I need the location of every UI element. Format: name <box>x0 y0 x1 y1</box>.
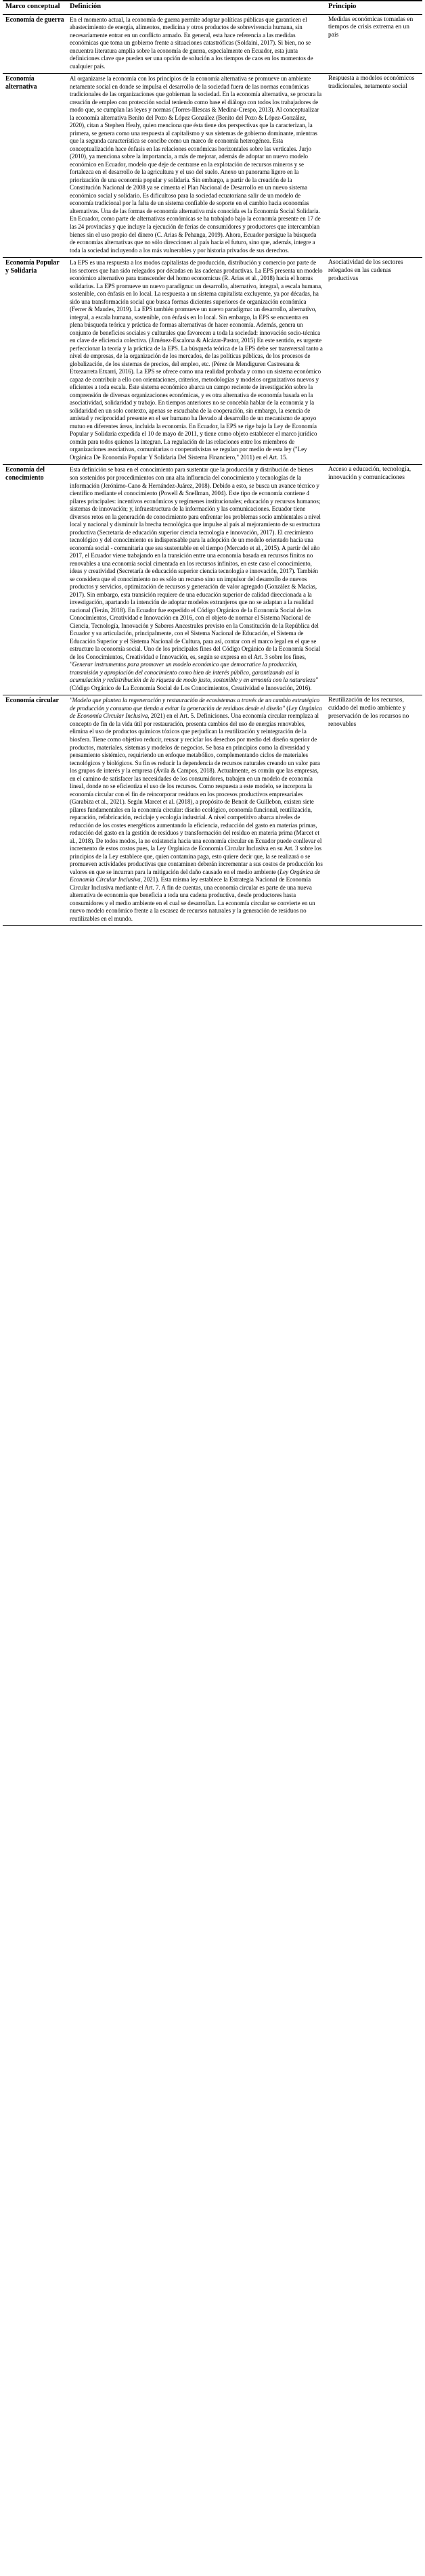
principle-cell: Medidas económicas tomadas en tiempos de crisis extrema en un país <box>326 14 422 74</box>
citation-law-name: Ley Orgánica de Economía Circular Inclusiva <box>70 704 322 720</box>
header-principle: Principio <box>326 1 422 14</box>
table-header-row <box>3 1 422 14</box>
definition-cell <box>67 695 326 926</box>
definition-cell: La EPS es una respuesta a los modos capitalistas de producción, distribución y comercio por parte de los sectores que han sido relegados por décadas en las cadenas productivas. La EPS presenta un modelo económico alternativo para transcender del homo economicus (R. Arias et al., 2018) hacia el homus solidarius. La EPS promueve un nuevo paradigma: un desarrollo, alternativo, integral, a escala humana, sostenible, con énfasis en lo local. La respuesta a un sistema capitalista excluyente, ya por décadas, ha sido una transformación social que busca formas dicientes superiores de organización económica (Ferrer & Maudes, 2019). La EPS también promueve un nuevo paradigma: un desarrollo, alternativo, integral, a escala humana, sostenible, con énfasis en lo local. Sin embargo, la EPS se encuentra en plena búsqueda teórica y práctica de formas alternativas de hacer economía. Además, genera un conjunto de beneficios sociales y culturales que favorecen a toda la sociedad: innovación socio-técnica en clave de eficiencia colectiva. (Jiménez-Escalona & Alcázar-Pastor, 2015) En este sentido, es urgente perfeccionar la teoría y la práctica de la EPS. La búsqueda teórica de la EPS debe ser transversal tanto a nivel de empresas, de la organización de los mercados, de las políticas públicas, de los procesos de globalización, de los sistemas de precios, del empleo, etc. (Pérez de Mendiguren Castresana & Etxezarreta Etxarri, 2016). La EPS se ofrece como una realidad probada y como un sistema económico capaz de contribuir a ello con orientaciones, criterios, metodologías y modelos organizativos nuevos y eficientes a toda escala. Este sistema económico abarca un campo reciente de investigación sobre la comprensión de diversas organizaciones económicas, y es otra alternativa de economía basada en la asociatividad, solidaridad y trabajo. En tiempos anteriores no se concebía hablar de la economía y la solidaridad en un solo contexto, apenas se escuchaba de la cooperación, sin embargo, la esencia de amistad y reciprocidad presente en el ser humano ha llevado al desarrollo de un mecanismo de apoyo mutuo en diferentes áreas, incluida la economía. En Ecuador, la EPS se rige bajo la Ley de Economía Popular y Solidaria expedida el 10 de mayo de 2011, y tiene como objeto establecer el marco jurídico común para todos quienes la integran. La regulación de las relaciones entre los miembros de organizaciones asociativas, comunitarias o cooperativistas se regulan por medio de esta ley ("Ley Orgánica De Economía Popular Y Solidaria Del Sistema Financiero," 2011) en el Art. 15. <box>67 258 326 465</box>
document-page <box>0 0 425 930</box>
principle-cell: Respuesta a modelos económicos tradicionales, netamente social <box>326 74 422 258</box>
table-row-economia-alternativa <box>3 74 422 258</box>
definition-quote: "Modelo que plantea la regeneración y restauración de ecosistemas a través de un cambio estratégico de producción y consumo que tienda a evitar la generación de residuos desde el diseño" <box>70 697 320 712</box>
definition-cell <box>67 465 326 695</box>
definition-cell: Al organizarse la economía con los principios de la economía alternativa se promueve un ambiente netamente social en donde se impulsa el desarrollo de la sociedad fuera de las normas económicas tradicionales de las organizaciones que gobiernan la sociedad. En la economía alternativa, se procura la creación de empleo con protección social teniendo como base el diálogo con todos los trabajadores de modo que, se cumplan las leyes y normas (Torres-Illescas & Medina-Crespo, 2013). Al conceptualizar la economía alternativa Benito del Pozo & López González (Benito del Pozo & López-González, 2020), citan a Stephen Healy, quien menciona que ésta tiene dos perspectivas que la caracterizan, la primera, se genera como una respuesta al capitalismo y sus sistemas de gobierno dominante, mientras que la segunda característica se concibe como un marco de economía heterogénea. Esta conceptualización hace énfasis en las relaciones económicas horizontales sobre las verticales. Jurjo (2010), ya menciona sobre la importancia, a más de mejorar, además de adoptar un nuevo modelo económico en Ecuador, modelo que deje de centrarse en la explotación de recursos mineros y se fortalezca en el desarrollo de la agricultura y el uso del suelo. Anexo un panorama ligero en la priorización de una economía popular y solidaria. Sin embargo, a partir de la creación de la Constitución Nacional de 2008 ya se cimenta el Plan Nacional de Desarrollo en un nuevo sistema económico social y solidario. Es dificultoso para la sociedad ecuatoriana salir de un modelo de economía tradicional por la falta de un sistema confiable de soporte en el cambio hacia economías alternativas. Una de las formas de economía alternativa más conocida es la Economía Social Solidaria. En Ecuador, como parte de alternativas económicas se ha trabajado bajo la economía presente en 17 de las 24 provincias y que incluye la ejecución de ferias de consumidores y productores que intercambian bienes sin el uso propio del dinero (C. Arias & Pehanga, 2019). Ahora, Ecuador persigue la búsqueda de economías alternativas que no sólo direccionen al país hacia el futuro, sino que, además, integre a toda la sociedad incluyendo a los más vulnerables y por historia privados de sus derechos. <box>67 74 326 258</box>
table-row-economia-circular <box>3 695 422 926</box>
table-row-economia-conocimiento <box>3 465 422 695</box>
citation-law-name: Ley Orgánica de Economía Circular Inclusiva <box>70 868 321 883</box>
principle-cell: Asociatividad de los sectores relegados en las cadenas productivas <box>326 258 422 465</box>
term-cell: Economía alternativa <box>3 74 67 258</box>
definition-text: Esta definición se basa en el conocimiento para sustentar que la producción y distribución de bienes son sostenidos por procedimientos con una alta influencia del conocimiento y tecnologías de la información (Jerónimo-Cano & Hernández-Juárez, 2018). Debido a esto, se busca un avance técnico y científico mediante el conocimiento (Powell & Snellman, 2004). Este tipo de economía contiene 4 pilares principales: incentivos económicos y regímenes institucionales; educación y recursos humanos; sistemas de innovación; y, infraestructura de la información y las comunicaciones. Ecuador tiene diversos retos en la generación de conocimiento para enfrentar los problemas socio ambientales a nivel local y nacional y disminuir la brecha tecnológica que impulse al país al mejoramiento de su estructura productiva (Secretaría de educación superior ciencia tecnología e innovación, 2017). El crecimiento tecnológico y del conocimiento es indispensable para la adopción de un modelo orientado hacia una economía social - comunitaria que sea sustentable en el tiempo (Mercado et al., 2015). A partir del año 2017, el Ecuador viene trabajando en la transición entre una economía basada en recursos finitos no renovables a una economía social cimentada en los recursos infinitos, en este caso el conocimiento, ideas y creatividad (Secretaría de educación superior ciencia tecnología e innovación, 2017). También se considera que el conocimiento no es sólo un recurso sino un impulsor del desarrollo de nuevos productos y servicios, optimización de recursos y generación de valor agregado (González & Macías, 2017). Sin embargo, esta transición requiere de una educación superior de calidad direccionada a la investigación, apartando la intención de adoptar modelos extranjeros que no se adaptan a la realidad nacional (Terán, 2018). En Ecuador fue expedido el Código Orgánico de la Economía Social de los Conocimientos, Creatividad e Innovación en 2016, con el objeto de normar el Sistema Nacional de Ciencia, Tecnología, Innovación y Saberes Ancestrales previsto en la Constitución de la República del Ecuador y su articulación, principalmente, con el Sistema Nacional de Educación, el Sistema de Educación Superior y el Sistema Nacional de Cultura, para así, contar con el marco legal en el que se estructure la economía social. Uno de los principales fines del Código Orgánico de la Economía Social de los Conocimientos, Creatividad e Innovación, es, según se expresa en el Art. 3 sobre los fines, <box>70 466 321 660</box>
table-row-economia-popular-solidaria <box>3 258 422 465</box>
term-cell: Economía Popular y Solidaria <box>3 258 67 465</box>
definition-text: , 2021) en el Art. 5. Definiciones. Una economía circular reemplaza al concepto de fin de la vida útil por restauración, presenta cambios del uso de energías renovables, elimina el uso de productos químicos tóxicos que perjudican la reutilización y reintegración de la biosfera. Tiene como objetivo reducir, reusar y reciclar los desechos por medio del diseño superior de productos, materiales, sistemas y modelos de negocios. Se basa en principios como la diversidad y pensamiento sistémico, requiriendo un enfoque metabólico, complementando ciclos de materiales tecnológicos y biológicos. Su fin es reducir la dependencia de recursos naturales creando un valor para los grupos de interés y la empresa (Ávila & Campos, 2018). Actualmente, es común que las empresas, en el camino de satisfacer las necesidades de los consumidores, trabajen en un modelo de economía lineal, donde no se eficientiza el uso de los recursos. Como respuesta a este modelo, se incorpora la economía circular con el fin de reincorporar residuos en los procesos productivos empresariales (Garabiza et al., 2021). Según Marcet et al. (2018), a propósito de Benoit de Guillebon, existen siete pilares fundamentales en la economía circular: diseño ecológico, economía funcional, reutilización, reparación, refabricación, reciclaje y ecología industrial. A nivel competitivo abarca niveles de reducción de los costes energéticos aumentando la eficiencia, reducción del gasto en materias primas, reducción del gasto en la gestión de residuos y transformación del residuo en materia prima (Marcet et al., 2018). De todos modos, la no existencia hacia una economía circular en Ecuador puede conllevar el incremento de estos costos pues, la Ley Orgánica de Economía Circular Inclusiva en su Art. 3 sobre los principios de la Ley establece que, quien contamina paga, esto quiere decir que, la se realizará o se promueven actividades productivas que contaminen deberán incrementar a sus costos de producción los valores en que se incurran para la mitigación del daño causado en el medio ambiente ( <box>70 712 323 875</box>
table-row-economia-guerra <box>3 14 422 74</box>
citation-open: ( <box>286 704 289 712</box>
header-definition: Definición <box>67 1 326 14</box>
term-cell: Economía de guerra <box>3 14 67 74</box>
term-cell: Economía del conocimiento <box>3 465 67 695</box>
principle-cell: Acceso a educación, tecnología, innovación y comunicaciones <box>326 465 422 695</box>
definition-cell: En el momento actual, la economía de guerra permite adoptar políticas públicas que garanticen el abastecimiento de energía, alimentos, medicina y otros productos de sobrevivencia humana, sin necesariamente entrar en un conflicto armado. En general, esta hace referencia a las medidas económicas que toma un gobierno frente a situaciones catastróficas (Soldaini, 2017). Si bien, no se encuentra literatura amplia sobre la economía de guerra, especialmente en Ecuador, esta junta definiciones clave que pueden ser una opción de solución a los tiempos de caos en los momentos de cualquier país. <box>67 14 326 74</box>
principle-cell: Reutilización de los recursos, cuidado del medio ambiente y preservación de los recursos no renovables <box>326 695 422 926</box>
definition-quote: "Generar instrumentos para promover un modelo económico que democratice la producción, transmisión y apropiación del conocimiento como bien de interés público, garantizando así la acumulación y redistribución de la riqueza de modo justo, sostenible y en armonía con la naturaleza" <box>70 661 318 684</box>
header-concept: Marco conceptual <box>3 1 67 14</box>
conceptual-framework-table <box>3 0 422 926</box>
definition-text-end: , 2021). Esta misma ley establece la Estrategia Nacional de Economía Circular Inclusiva mediante el Art. 7. A fin de cuentas, una economía circular es parte de una nueva alternativa de economía que beneficia a toda una cadena productiva, desde productores hasta consumidores y el medio ambiente en el cual se desarrollan. La economía circular se convierte en un nuevo modelo económico frente a la escasez de recursos naturales y la generación de residuos no reutilizables en el mundo. <box>70 876 315 922</box>
term-cell: Economía circular <box>3 695 67 926</box>
definition-citation: (Código Orgánico de La Economía Social de Los Conocimientos, Creatividad e Innovación, 2016). <box>70 684 312 691</box>
